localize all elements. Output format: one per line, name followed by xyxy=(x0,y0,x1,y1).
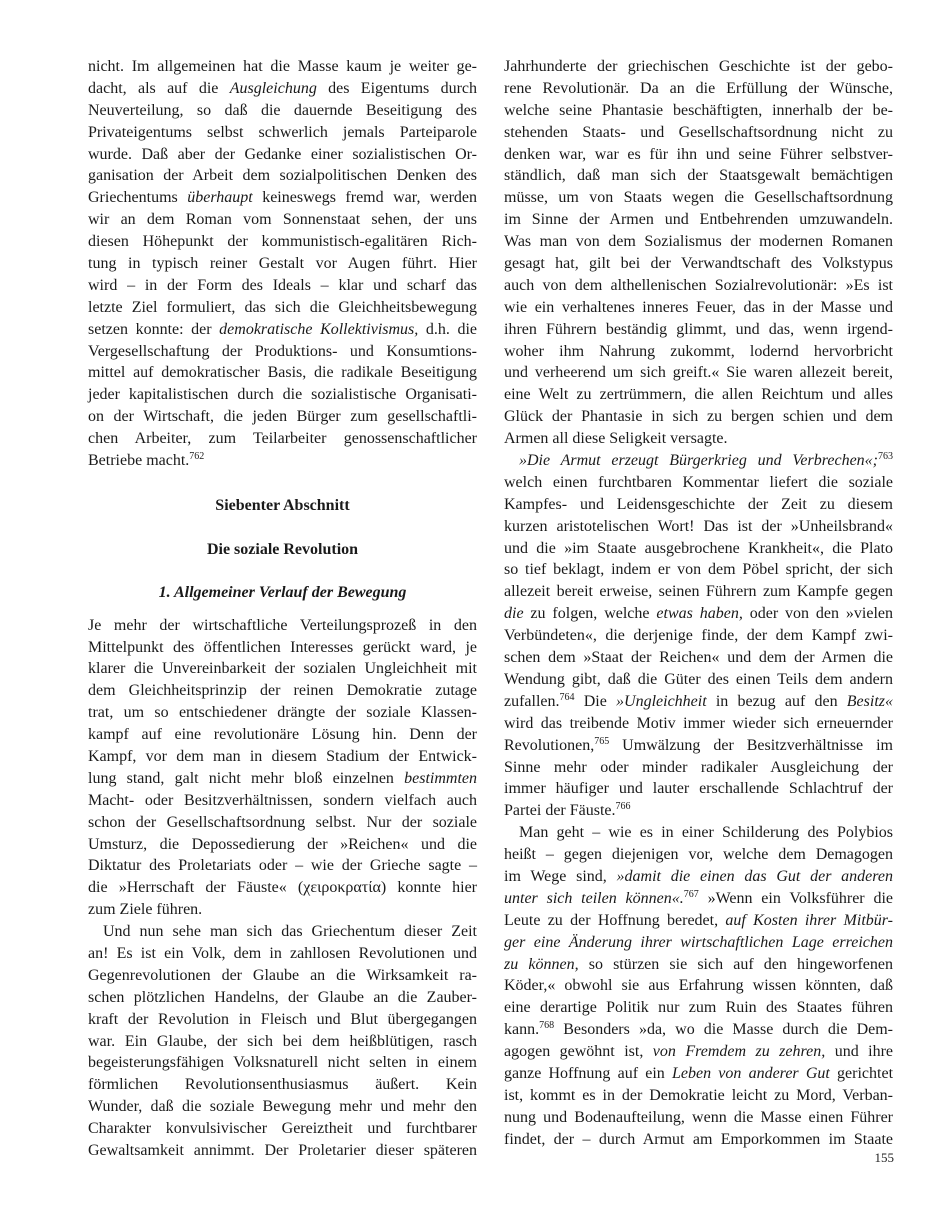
text-run: ständlich, daß man sich der Staatsgewalt bemächtigen xyxy=(504,167,893,185)
text-run: kampf auf eine revolutionäre Lösung hin. Denn der xyxy=(88,726,477,744)
text-run: findet, der – durch Armut am Emporkommen im Staate xyxy=(504,1130,893,1148)
text-line xyxy=(504,581,893,603)
text-run: Ausgleichung xyxy=(229,79,317,97)
text-run: Besitz« xyxy=(846,692,893,710)
text-run: Man geht – wie es in einer Schilderung des Polybios xyxy=(519,824,893,842)
text-run: nicht. Im allgemeinen hat die Masse kaum je weiter ge- xyxy=(88,58,477,75)
text-line xyxy=(504,844,893,866)
paragraph xyxy=(88,615,477,921)
page-number: 155 xyxy=(874,1150,894,1165)
text-run: Kampfes- und Leidensgeschichte der Zeit zu diesem xyxy=(504,495,893,513)
text-line xyxy=(88,1140,477,1162)
text-line xyxy=(504,975,893,997)
text-run: in bezug auf den xyxy=(706,692,847,710)
text-run: wurde. Daß aber der Gedanke einer sozialistischen Or- xyxy=(88,145,477,163)
text-run: oder von den »vielen xyxy=(742,605,894,623)
text-run: und ihre xyxy=(825,1043,894,1061)
text-line xyxy=(88,165,477,187)
text-run: Macht- oder Besitzverhältnissen, sondern vielfach auch xyxy=(88,791,477,809)
text-run: kann. xyxy=(504,1021,540,1039)
text-line xyxy=(88,1009,477,1031)
text-line xyxy=(504,384,893,406)
text-run: zu können, xyxy=(504,955,579,973)
text-run: überhaupt xyxy=(187,189,253,207)
text-run: Die xyxy=(574,692,617,710)
text-run: schen dem »Staat der Reichen« und dem der Armen die xyxy=(504,649,893,667)
text-line xyxy=(504,122,893,144)
text-line xyxy=(88,384,477,406)
text-run: »Die Armut erzeugt Bürgerkrieg und Verbrechen«; xyxy=(519,452,878,470)
text-line xyxy=(88,187,477,209)
footnote-ref: 762 xyxy=(189,451,205,463)
text-line xyxy=(88,406,477,428)
text-run: zu folgen, welche xyxy=(523,605,657,623)
text-line xyxy=(88,790,477,812)
text-run: Partei der Fäuste. xyxy=(504,802,616,820)
text-run: und die »im Staate ausgebrochene Krankheit«, die Plato xyxy=(504,539,893,557)
text-line xyxy=(88,231,477,253)
text-line xyxy=(88,275,477,297)
text-run: förmlichen Revolutionsenthusiasmus äußert. Kein xyxy=(88,1076,477,1094)
text-run: und verheerend um sich greift.« Sie waren allezeit bereit, xyxy=(504,364,893,382)
text-run: kraft der Revolution in Fleisch und Blut übergegangen xyxy=(88,1010,477,1028)
text-line xyxy=(88,362,477,384)
text-run: wir an dem Roman vom Sonnenstaat sehen, der uns xyxy=(88,211,477,229)
text-line xyxy=(504,954,893,976)
text-run: mittel auf demokratischer Basis, die radikale Beseitigung xyxy=(88,364,477,382)
text-line xyxy=(504,406,893,428)
text-line xyxy=(504,757,893,779)
text-run: agogen gewöhnt ist, xyxy=(504,1043,653,1061)
text-run: ist, kommt es in der Demokratie leicht zu Mord, Verban- xyxy=(504,1086,893,1104)
text-line xyxy=(504,253,893,275)
text-line xyxy=(504,275,893,297)
text-line xyxy=(504,713,893,735)
text-line xyxy=(504,822,893,844)
text-line xyxy=(504,100,893,122)
text-line xyxy=(88,253,477,275)
text-line xyxy=(504,341,893,363)
text-run: ganisation der Arbeit dem sozialpolitischen Denken des xyxy=(88,167,477,185)
text-run: »Wenn ein Volksführer die xyxy=(698,889,893,907)
text-run: eine Welt zu zertrümmern, die allen Reichtum und alles xyxy=(504,386,893,404)
text-run: schon der Gesellschaftsordnung selbst. Nur der soziale xyxy=(88,813,477,831)
text-run: Mittelpunkt des öffentlichen Interesses gerückt ward, je xyxy=(88,638,477,656)
text-run: Köder,« obwohl sie aus Erfahrung wissen könnten, daß xyxy=(504,977,893,995)
text-run: an! Es ist ein Volk, dem in zahllosen Revolutionen und xyxy=(88,945,477,962)
text-run: »damit die einen das Gut der anderen xyxy=(616,867,894,885)
text-line xyxy=(504,932,893,954)
text-run: müsse, um von Staats wegen die Gesellschaftsordnung xyxy=(504,189,893,207)
text-run: Diktatur des Proletariats oder – wie der Grieche sagte – xyxy=(88,857,477,875)
text-line xyxy=(504,800,893,822)
text-line xyxy=(88,637,477,659)
text-line xyxy=(88,921,477,943)
text-line xyxy=(504,144,893,166)
text-run: on der Wirtschaft, die jeden Bürger zum gesellschaftli- xyxy=(88,408,477,426)
text-line xyxy=(504,735,893,757)
paragraph xyxy=(504,56,893,450)
text-line xyxy=(504,1129,893,1151)
text-run: wird das treibende Motiv immer wieder sich erneuernder xyxy=(504,714,893,732)
text-line xyxy=(88,768,477,790)
text-line xyxy=(88,615,477,637)
text-line xyxy=(504,1107,893,1129)
text-line xyxy=(504,778,893,800)
text-run: welch einen furchtbaren Kommentar liefert die soziale xyxy=(504,473,893,491)
text-run: gerichtet xyxy=(829,1064,894,1082)
text-line xyxy=(504,231,893,253)
text-run: Besonders »da, wo die Masse durch die Dem- xyxy=(554,1021,893,1039)
text-run: Gegenrevolutionen der Glaube an die Wirksamkeit ra- xyxy=(88,966,477,984)
text-run: war. Ein Glaube, der sich bei dem heißblütigen, rasch xyxy=(88,1032,477,1050)
text-line xyxy=(504,538,893,560)
text-run: welche seine Phantasie beschäftigten, innerhalb der be- xyxy=(504,101,893,119)
text-run: Kampf, vor dem man in diesem Stadium der Entwick- xyxy=(88,747,477,765)
text-line xyxy=(88,680,477,702)
text-run: so stürzen sie sich auf den hingeworfenen xyxy=(578,955,894,973)
text-line xyxy=(504,428,893,450)
text-run: schen plötzlichen Handelns, der Glaube an die Zauber- xyxy=(88,988,477,1006)
text-line xyxy=(504,472,893,494)
text-run: d.h. die xyxy=(418,320,478,338)
text-line xyxy=(88,834,477,856)
text-line xyxy=(504,997,893,1019)
text-line xyxy=(88,702,477,724)
text-run: gesagt hat, gilt bei der Verwandtschaft des Volkstypus xyxy=(504,255,893,273)
text-line xyxy=(504,625,893,647)
text-line xyxy=(88,428,477,450)
text-run: Was man von dem Sozialismus der modernen Romanen xyxy=(504,233,893,251)
text-run: auf Kosten ihrer Mitbür- xyxy=(725,911,894,929)
text-line xyxy=(504,1063,893,1085)
footnote-ref: 766 xyxy=(615,801,631,813)
text-run: Sinne mehr oder minder radikaler Ausgleichung der xyxy=(504,758,893,776)
text-line xyxy=(504,516,893,538)
text-run: keineswegs fremd war, werden xyxy=(252,189,478,207)
text-run: ganze Hoffnung auf ein xyxy=(504,1064,672,1082)
text-line xyxy=(88,812,477,834)
text-line xyxy=(504,866,893,888)
text-run: klarer die Unvereinbarkeit der sozialen Ungleichheit mit xyxy=(88,660,477,678)
text-line xyxy=(504,910,893,932)
text-run: Wunder, daß die soziale Bewegung mehr und mehr den xyxy=(88,1098,477,1116)
section-heading: Siebenter Abschnitt xyxy=(215,496,350,514)
text-run: die »Herrschaft der Fäuste« (χειροκρατία) konnte hier xyxy=(88,879,477,897)
text-run: kurzen aristotelischen Wort! Das ist der »Unheilsbrand« xyxy=(504,517,893,535)
text-run: Umwälzung der Besitzverhältnisse im xyxy=(609,736,893,754)
text-run: Glück der Phantasie in sich zu bergen schien und dem xyxy=(504,408,893,426)
paragraph xyxy=(504,822,893,1150)
text-run: etwas haben, xyxy=(656,605,743,623)
text-run: Griechentums xyxy=(88,189,188,207)
text-run: Charakter konvulsivischer Gereiztheit und furchtbarer xyxy=(88,1120,477,1138)
text-line xyxy=(88,855,477,877)
text-run: des Eigentums durch xyxy=(316,79,477,97)
text-run: Betriebe macht. xyxy=(88,452,190,470)
text-line xyxy=(88,297,477,319)
text-run: letzte Ziel formuliert, das sich die Gleichheitsbewegung xyxy=(88,298,477,316)
text-run: Und nun sehe man sich das Griechentum dieser Zeit xyxy=(103,923,477,941)
text-run: jeder kapitalistischen durch die sozialistische Organisati- xyxy=(88,386,477,404)
paragraph xyxy=(504,450,893,822)
text-line xyxy=(88,724,477,746)
text-line xyxy=(88,100,477,122)
text-run: Vergesellschaftung der Produktions- und Konsumtions- xyxy=(88,342,477,360)
text-run: im Sinne der Armen und Entbehrenden umzuwandeln. xyxy=(504,211,893,229)
subsection-heading: 1. Allgemeiner Verlauf der Bewegung xyxy=(158,583,407,601)
text-line xyxy=(504,1085,893,1107)
text-run: lung stand, galt nicht mehr bloß einzelnen xyxy=(88,769,405,787)
text-line xyxy=(504,319,893,341)
text-line xyxy=(88,1096,477,1118)
text-run: ihren Führern beständig glimmt, und das, wenn irgend- xyxy=(504,320,893,338)
text-line xyxy=(504,297,893,319)
text-run: chen Arbeiter, zum Teilarbeiter genossenschaftlicher xyxy=(88,430,477,448)
text-line xyxy=(504,691,893,713)
text-run: Wendung gibt, daß die Güter des einen Teils dem andern xyxy=(504,670,893,688)
left-column xyxy=(88,56,477,1162)
text-run: wird – in der Form des Ideals – klar und scharf das xyxy=(88,276,477,294)
text-line xyxy=(88,144,477,166)
footnote-ref: 764 xyxy=(559,691,575,703)
text-line xyxy=(504,494,893,516)
text-run: Armen all diese Seligkeit versagte. xyxy=(504,430,728,448)
text-line xyxy=(88,965,477,987)
text-run: allezeit bereit erweise, seinen Führern zum Kampfe gegen xyxy=(504,583,893,601)
text-line xyxy=(88,899,477,921)
right-column xyxy=(504,56,893,1151)
footnote-ref: 763 xyxy=(878,451,893,463)
text-run: Privateigentums selbst schwerlich jemals Parteiparole xyxy=(88,123,477,141)
text-run: stehenden Staats- und Gesellschaftsordnung nicht zu xyxy=(504,123,893,141)
text-line xyxy=(504,187,893,209)
text-run: Verbündeten«, die derjenige finde, der dem Kampf zwi- xyxy=(504,627,893,645)
text-run: dem Gleichheitsprinzip der reinen Demokratie zutage xyxy=(88,682,477,700)
footnote-ref: 767 xyxy=(683,888,699,900)
text-line xyxy=(88,450,477,472)
text-run: Je mehr der wirtschaftliche Verteilungsprozeß in den xyxy=(88,616,477,634)
footnote-ref: 765 xyxy=(594,735,610,747)
text-run: eine derartige Politik nur zum Ruin des Staates führen xyxy=(504,999,893,1017)
text-run: Umsturz, die Depossedierung der »Reichen« und die xyxy=(88,835,477,853)
text-run: Leben von anderer Gut xyxy=(671,1064,830,1082)
text-run: demokratische Kollektivismus, xyxy=(219,320,419,338)
text-line xyxy=(504,647,893,669)
text-run: zufallen. xyxy=(504,692,560,710)
text-line xyxy=(88,943,477,965)
text-run: im Wege sind, xyxy=(504,867,617,885)
text-line xyxy=(504,450,893,472)
text-run: ger eine Änderung ihrer wirtschaftlichen Lage erreichen xyxy=(504,933,893,951)
text-run: zum Ziele führen. xyxy=(88,901,203,919)
text-run: begeisterungsfähigen Volksnaturell nicht selten in einem xyxy=(88,1054,477,1072)
text-line xyxy=(504,1041,893,1063)
text-line xyxy=(88,319,477,341)
text-run: Neuverteilung, so daß die dauernde Beseitigung des xyxy=(88,101,477,119)
text-run: von Fremdem zu zehren, xyxy=(652,1043,826,1061)
text-run: nung und Bodenaufteilung, wenn die Masse einen Führer xyxy=(504,1108,893,1126)
text-run: tung in typisch reiner Gestalt vor Augen führt. Hier xyxy=(88,255,477,273)
text-line xyxy=(504,559,893,581)
text-run: dacht, als auf die xyxy=(88,79,230,97)
text-run: setzen konnte: der xyxy=(88,320,220,338)
text-line xyxy=(88,1074,477,1096)
text-run: bestimmten xyxy=(404,769,477,787)
text-line xyxy=(88,56,477,78)
text-run: Revolutionen, xyxy=(504,736,595,754)
text-run: trat, um so entschiedener drängte der soziale Klassen- xyxy=(88,704,477,722)
text-line xyxy=(88,987,477,1009)
text-run: heißt – gegen diejenigen vor, welche dem Demagogen xyxy=(504,846,893,864)
text-line xyxy=(88,1031,477,1053)
text-run: auch von dem althellenischen Sozialrevolutionär: »Es ist xyxy=(504,276,893,294)
text-line xyxy=(504,56,893,78)
text-run: woher ihm Nahrung zukommt, lodernd hervorbricht xyxy=(504,342,893,360)
text-line xyxy=(88,1118,477,1140)
text-run: rene Revolutionär. Da an die Erfüllung der Wünsche, xyxy=(504,79,893,97)
text-run: Jahrhunderte der griechischen Geschichte ist der gebo- xyxy=(504,58,893,75)
text-line xyxy=(504,209,893,231)
text-line xyxy=(504,1019,893,1041)
text-run: immer häufiger und lauter erschallende Schlachtruf der xyxy=(504,780,893,798)
text-line xyxy=(88,209,477,231)
text-line xyxy=(504,165,893,187)
text-line xyxy=(88,877,477,899)
text-run: so tief beklagt, indem er von dem Pöbel spricht, der sich xyxy=(504,561,893,579)
text-line xyxy=(504,669,893,691)
text-line xyxy=(88,1052,477,1074)
text-run: denken war, war es für ihn und seine Führer selbstver- xyxy=(504,145,893,163)
text-line xyxy=(504,362,893,384)
text-line xyxy=(88,746,477,768)
text-run: die xyxy=(504,605,524,623)
text-line xyxy=(504,78,893,100)
text-line xyxy=(88,658,477,680)
text-line xyxy=(504,603,893,625)
paragraph xyxy=(88,56,477,472)
chapter-heading: Die soziale Revolution xyxy=(206,540,359,558)
text-run: diesen Höhepunkt der kommunistisch-egalitären Rich- xyxy=(88,233,477,251)
text-run: »Ungleichheit xyxy=(616,692,707,710)
text-run: unter sich teilen können«. xyxy=(504,889,684,907)
text-run: Leute zu der Hoffnung beredet, xyxy=(504,911,726,929)
text-run: wie ein verhaltenes inneres Feuer, das in der Masse und xyxy=(504,298,893,316)
text-line xyxy=(88,78,477,100)
footnote-ref: 768 xyxy=(539,1020,555,1032)
paragraph xyxy=(88,921,477,1162)
text-line xyxy=(504,888,893,910)
text-line xyxy=(88,122,477,144)
text-run: Gewaltsamkeit annimmt. Der Proletarier dieser späteren xyxy=(88,1142,477,1160)
text-line xyxy=(88,341,477,363)
